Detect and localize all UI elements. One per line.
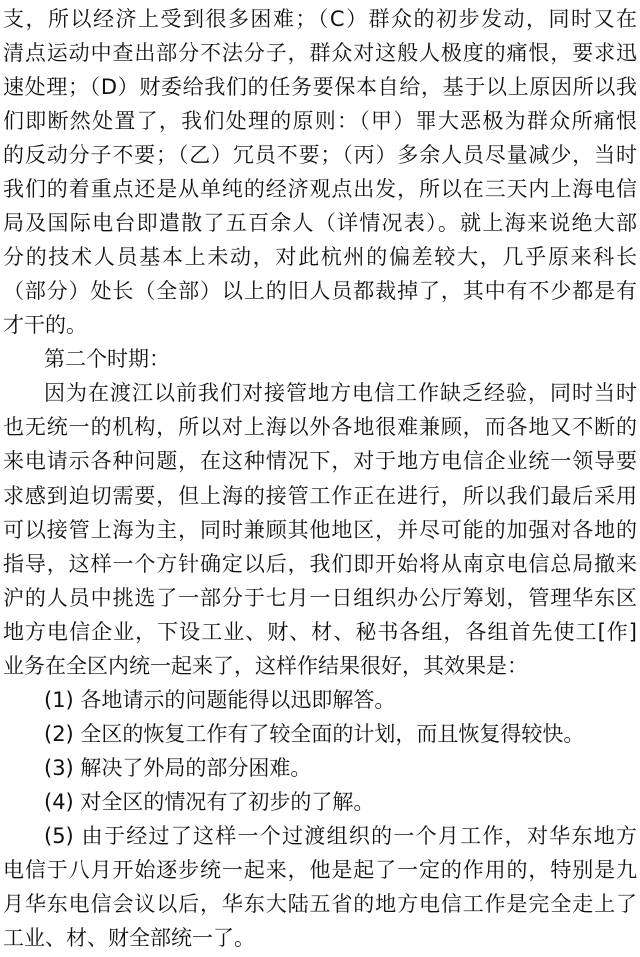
text-line: 指导，这样一个方针确定以后，我们即开始将从南京电信总局撤来 — [3, 551, 637, 576]
text-line: 月华东电信会议以后，华东大陆五省的地方电信工作是完全走上了 — [3, 891, 637, 916]
text-line: 业务在全区内统一起来了，这样作结果很好，其效果是： — [3, 653, 528, 678]
text-line: 也无统一的机构，所以对上海以外各地很难兼顾，而各地又不断的 — [3, 415, 637, 440]
text-line: 因为在渡江以前我们对接管地方电信工作缺乏经验，同时当时 — [44, 381, 637, 406]
list-item: (1) 各地请示的问题能得以迅即解答。 — [44, 687, 396, 712]
text-line: （部分）处长（全部）以上的旧人员都裁掉了，其中有不少都是有 — [3, 279, 637, 304]
section-heading: 第二个时期： — [44, 347, 170, 372]
list-item: (4) 对全区的情况有了初步的了解。 — [44, 789, 375, 814]
text-line: 速处理；（D）财委给我们的任务要保本自给，基于以上原因所以我 — [3, 75, 637, 100]
text-line: 们即断然处置了，我们处理的原则：（甲）罪大恶极为群众所痛恨 — [3, 109, 637, 134]
text-line: 清点运动中查出部分不法分子，群众对这般人极度的痛恨，要求迅 — [3, 41, 637, 66]
text-line: 求感到迫切需要，但上海的接管工作正在进行，所以我们最后采用 — [3, 483, 637, 508]
text-line: 电信于八月开始逐步统一起来，他是起了一定的作用的，特别是九 — [3, 857, 637, 882]
text-line: 分的技术人员基本上未动，对此杭州的偏差较大，几乎原来科长 — [3, 245, 637, 270]
text-line: 才干的。 — [3, 313, 87, 338]
text-line: 的反动分子不要；（乙）冗员不要；（丙）多余人员尽量减少，当时 — [3, 143, 637, 168]
list-item: (3) 解决了外局的部分困难。 — [44, 755, 312, 780]
list-item: (5) 由于经过了这样一个过渡组织的一个月工作，对华东地方 — [44, 823, 637, 848]
text-line: 可以接管上海为主，同时兼顾其他地区，并尽可能的加强对各地的 — [3, 517, 637, 542]
text-line: 局及国际电台即遣散了五百余人（详情况表）。就上海来说绝大部 — [3, 211, 637, 236]
text-line-final: 工业、材、财全部统一了。 — [3, 926, 255, 950]
text-line: 地方电信企业，下设工业、财、材、秘书各组，各组首先使工[作] — [3, 619, 637, 644]
text-line: 来电请示各种问题，在这种情况下，对于地方电信企业统一领导要 — [3, 449, 637, 474]
list-item: (2) 全区的恢复工作有了较全面的计划，而且恢复得较快。 — [44, 721, 585, 746]
text-line: 支，所以经济上受到很多困难；（C）群众的初步发动，同时又在 — [3, 7, 637, 31]
text-line: 沪的人员中挑选了一部分于七月一日组织办公厅筹划，管理华东区 — [3, 585, 637, 610]
text-line: 我们的着重点还是从单纯的经济观点出发，所以在三天内上海电信 — [3, 177, 637, 202]
